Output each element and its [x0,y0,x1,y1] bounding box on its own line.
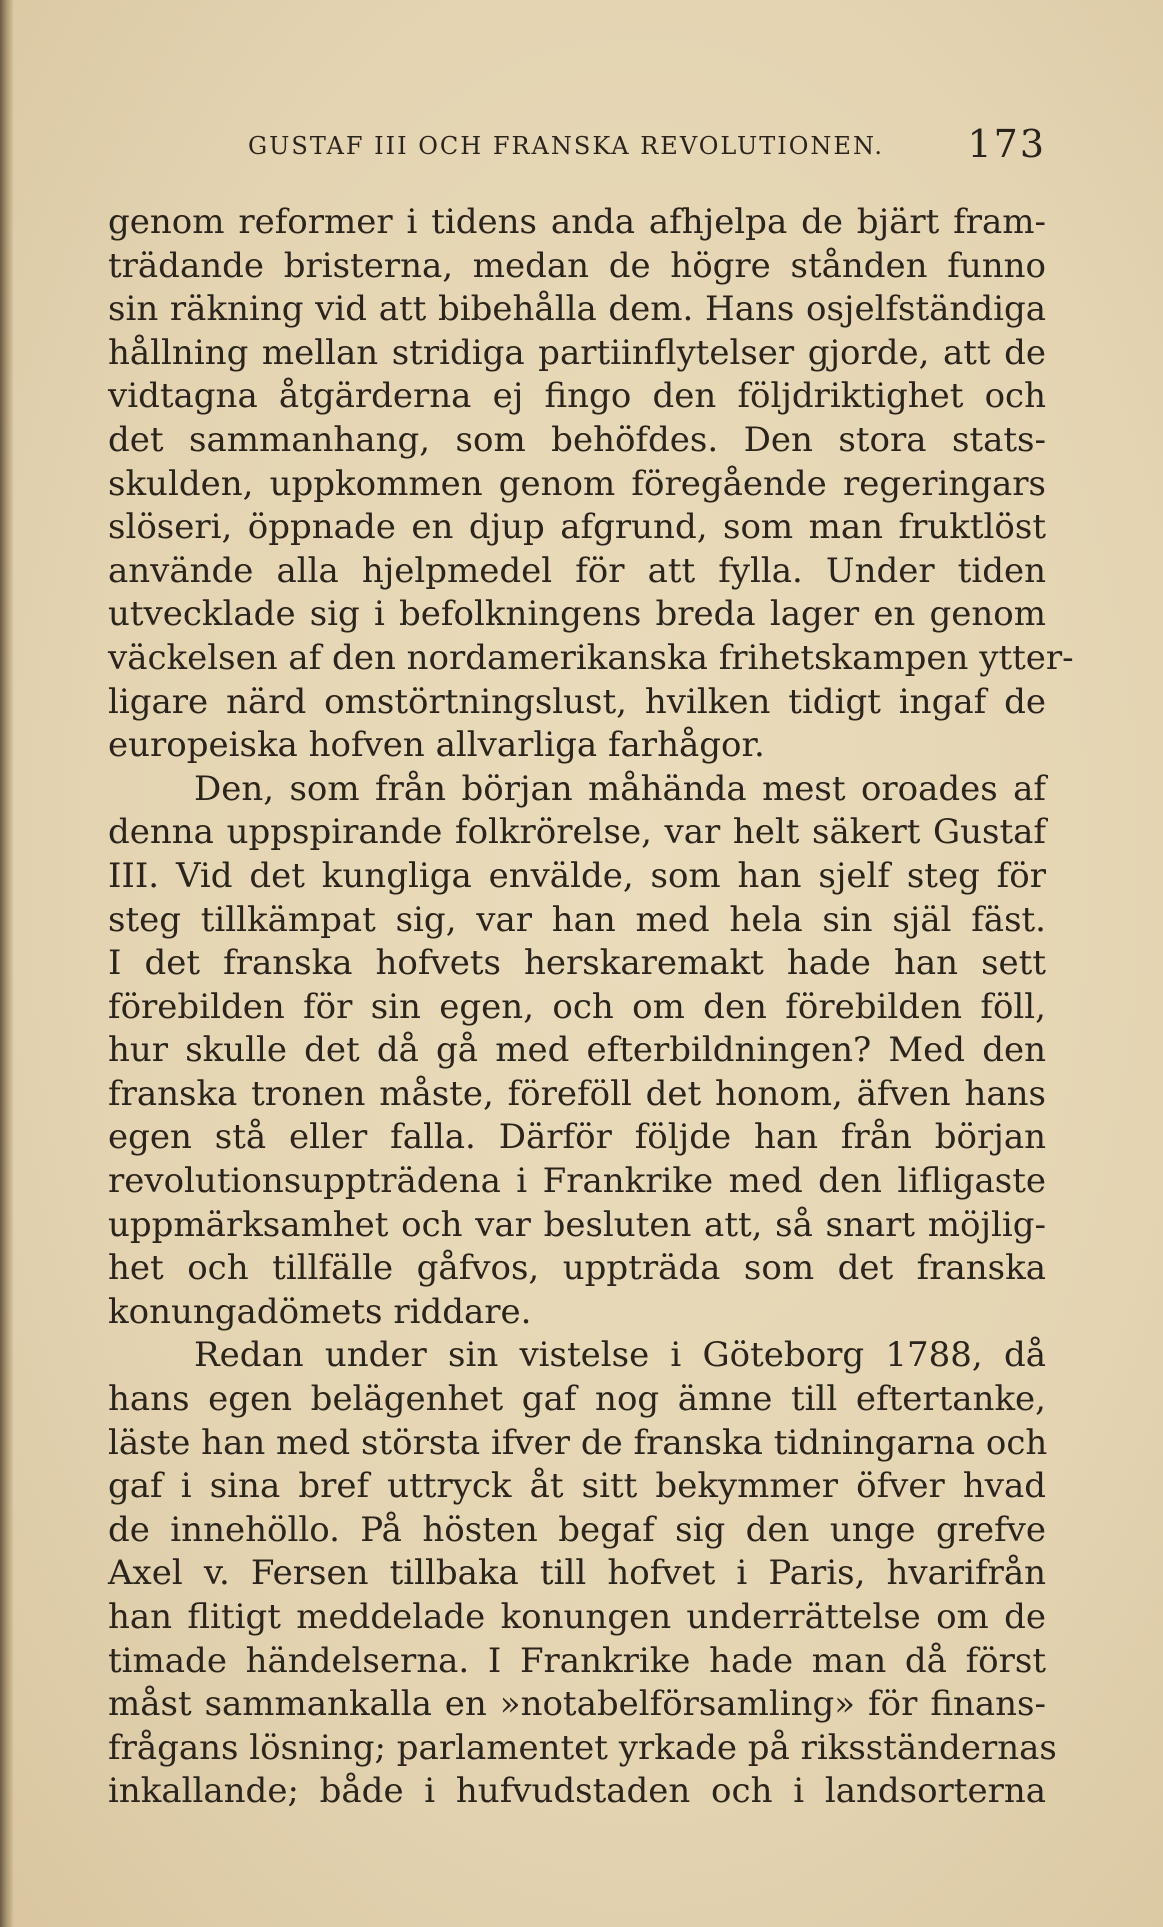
text-line: väckelsen af den nordamerikanska frihetskampen ytter- [108,637,1074,678]
text-line: skulden, uppkommen genom föregående regeringars [108,463,1046,504]
page-number: 173 [967,122,1046,166]
text-line: måst sammankalla en »notabelförsamling» för finans- [108,1684,1046,1725]
body-text [108,201,1074,1814]
text-line: hans egen belägenhet gaf nog ämne till eftertanke, [108,1379,1046,1420]
text-line: vidtagna åtgärderna ej fingo den följdriktighet och [108,376,1046,417]
text-line: uppmärksamhet och var besluten att, så snart möjlig- [108,1204,1046,1245]
text-line: han flitigt meddelade konungen underrättelse om de [108,1597,1046,1637]
text-line: franska tronen måste, föreföll det honom, äfven hans [108,1073,1046,1114]
text-line: använde alla hjelpmedel för att fylla. Under tiden [108,550,1046,591]
text-line: det sammanhang, som behöfdes. Den stora stats- [108,419,1046,460]
text-line: egen stå eller falla. Därför följde han från början [108,1117,1046,1158]
text-line: genom reformer i tidens anda afhjelpa de bjärt fram- [108,202,1046,242]
paragraph-end-line: europeiska hofven allvarliga farhågor. [108,725,765,766]
text-line: slöseri, öppnade en djup afgrund, som man fruktlöst [108,507,1046,548]
text-line: gaf i sina bref uttryck åt sitt bekymmer öfver hvad [108,1466,1046,1507]
running-title: GUSTAF III OCH FRANSKA REVOLUTIONEN. [248,132,885,160]
text-line: läste han med största ifver de franska tidningarna och [108,1422,1048,1463]
text-line: utvecklade sig i befolkningens breda lager en genom [108,594,1046,635]
paragraph-start-line: Den, som från början måhända mest oroades af [194,768,1046,809]
text-line: hållning mellan stridiga partiinflytelser gjorde, att de [108,332,1046,373]
text-line: denna uppspirande folkrörelse, var helt säkert Gustaf [108,812,1046,853]
text-line: sin räkning vid att bibehålla dem. Hans osjelfständiga [108,289,1046,330]
running-head [108,120,1046,170]
text-line: Axel v. Fersen tillbaka till hofvet i Paris, hvarifrån [108,1553,1046,1594]
text-line: revolutionsuppträdena i Frankrike med den lifligaste [108,1161,1046,1202]
text-line: de innehöllo. På hösten begaf sig den unge grefve [108,1509,1046,1550]
text-line: inkallande; både i hufvudstaden och i landsorterna [108,1771,1046,1812]
text-line: frågans lösning; parlamentet yrkade på riksständernas [108,1727,1057,1768]
text-line: ligare närd omstörtningslust, hvilken tidigt ingaf de [108,681,1046,722]
book-spine-shadow [0,0,14,1927]
paragraph-end-line: konungadömets riddare. [108,1291,532,1332]
text-line: trädande bristerna, medan de högre stånden funno [108,245,1046,286]
text-line: steg tillkämpat sig, var han med hela sin själ fäst. [108,899,1046,940]
paragraph-start-line: Redan under sin vistelse i Göteborg 1788, då [194,1335,1046,1376]
text-line: I det franska hofvets herskaremakt hade han sett [108,943,1046,984]
text-line: hur skulle det då gå med efterbildningen? Med den [108,1030,1046,1071]
text-line: timade händelserna. I Frankrike hade man då först [108,1640,1046,1681]
text-line: III. Vid det kungliga envälde, som han sjelf steg för [108,855,1046,896]
text-line: förebilden för sin egen, och om den förebilden föll, [108,986,1046,1027]
text-line: het och tillfälle gåfvos, uppträda som det franska [108,1248,1046,1289]
